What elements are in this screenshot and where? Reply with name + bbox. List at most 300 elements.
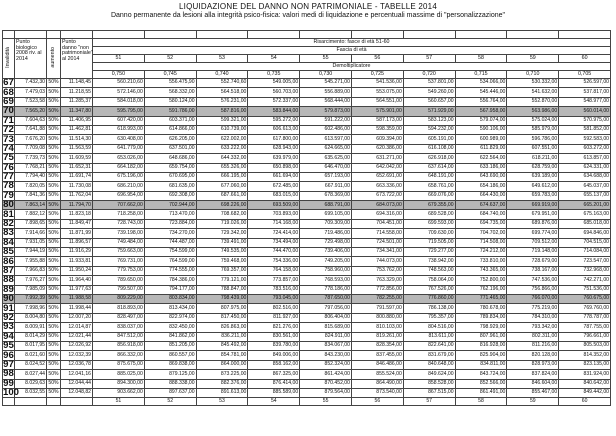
age-header-cell: 56: [351, 55, 403, 63]
invalidita-cell: 86: [3, 255, 14, 267]
value-cell: 599.321,00: [196, 116, 248, 125]
value-cell: 585.979,00: [507, 125, 559, 134]
value-cell: 861.424,00: [300, 370, 352, 379]
value-cell: 873.225,00: [196, 370, 248, 379]
value-cell: 600.989,00: [455, 135, 507, 144]
punto-danno-cell: 11.730,08: [61, 182, 93, 191]
value-cell: 628.759,00: [507, 163, 559, 172]
punto-danno-cell: 11.998,44: [61, 304, 93, 313]
aumento-cell: 50%: [47, 370, 61, 379]
punto-danno-cell: 12.048,82: [61, 388, 93, 397]
value-cell: 846.486,00: [351, 360, 403, 369]
value-cell: 675.163,00: [559, 210, 611, 219]
punto-biologico-cell: 7.976,27: [15, 276, 47, 285]
table-row: [3, 294, 611, 303]
value-cell: 856.918,00: [93, 341, 145, 350]
value-cell: 719.486,00: [300, 229, 352, 238]
punto-biologico-cell: 7.992,39: [15, 294, 47, 303]
footer-age-cell: 57: [403, 398, 455, 406]
punto-biologico-cell: 8.021,60: [15, 351, 47, 360]
value-cell: 798.929,00: [455, 323, 507, 332]
aumento-cell: 50%: [47, 266, 61, 275]
value-cell: 622.002,00: [196, 135, 248, 144]
aumento-cell: 50%: [47, 210, 61, 219]
invalidita-cell: 81: [3, 208, 14, 220]
value-cell: 714.558,00: [351, 229, 403, 238]
value-cell: 849.442,00: [559, 388, 611, 397]
invalidita-cell: 94: [3, 330, 14, 342]
footer-age-cell: 58: [455, 398, 507, 406]
value-cell: 814.352,00: [559, 351, 611, 360]
value-cell: 537.801,00: [403, 79, 455, 88]
value-cell: 854.781,00: [196, 351, 248, 360]
value-cell: 696.954,00: [93, 191, 145, 200]
value-cell: 655.326,00: [196, 163, 248, 172]
value-cell: 784.310,00: [507, 313, 559, 322]
value-cell: 661.694,00: [248, 172, 300, 181]
value-cell: 852.324,00: [300, 360, 352, 369]
demolt-row: [3, 71, 611, 79]
value-cell: 587.816,00: [196, 107, 248, 116]
value-cell: 669.919,00: [507, 201, 559, 210]
aumento-cell: 50%: [47, 341, 61, 350]
value-cell: 802.311,00: [507, 332, 559, 341]
value-cell: 703.893,00: [248, 210, 300, 219]
value-cell: 603.371,00: [144, 116, 196, 125]
value-cell: 798.439,00: [196, 294, 248, 303]
footer-blank-cell: [61, 398, 93, 406]
value-cell: 822.974,00: [144, 313, 196, 322]
value-cell: 759.468,00: [196, 257, 248, 266]
page-subtitle: Danno permanente da lesioni alla integrità psico-fisica: valori medi di liquidazione e percentuali massime di "personalizzazione": [110, 12, 506, 19]
invalidita-cell: 87: [3, 265, 14, 276]
footer-age-cell: 53: [196, 398, 248, 406]
value-cell: 852.566,00: [455, 379, 507, 388]
punto-biologico-cell: 7.882,12: [15, 210, 47, 219]
punto-biologico-cell: 7.898,65: [15, 219, 47, 228]
value-cell: 729.342,00: [196, 229, 248, 238]
punto-biologico-cell: 7.820,05: [15, 182, 47, 191]
value-cell: 824.911,00: [300, 332, 352, 341]
value-cell: 764.599,00: [144, 257, 196, 266]
value-cell: 729.498,00: [300, 238, 352, 247]
value-cell: 534.066,00: [455, 79, 507, 88]
demoltiplicatore-band: Demoltiplicatore: [93, 63, 611, 71]
age-header-cell: 60: [559, 55, 611, 63]
invalidita-cell: 90: [3, 293, 14, 305]
age-row: [3, 55, 611, 63]
value-cell: 659.783,00: [507, 191, 559, 200]
aumento-cell: 50%: [47, 172, 61, 181]
value-cell: 669.076,00: [403, 191, 455, 200]
age-header-cell: 51: [93, 55, 145, 63]
value-cell: 752.800,00: [455, 276, 507, 285]
invalidita-cell: 93: [3, 321, 14, 333]
value-cell: 838.037,00: [93, 323, 145, 332]
invalidita-cell: 95: [3, 340, 14, 352]
value-cell: 811.216,00: [507, 341, 559, 350]
value-cell: 598.359,00: [351, 125, 403, 134]
header-fascia-row: [3, 47, 611, 55]
punto-danno-cell: 11.977,63: [61, 285, 93, 294]
value-cell: 549.005,00: [248, 79, 300, 88]
value-cell: 836.211,00: [196, 332, 248, 341]
value-cell: 734.494,00: [248, 238, 300, 247]
demoltiplicatore-cell: 0,750: [93, 71, 145, 79]
value-cell: 689.528,00: [403, 210, 455, 219]
value-cell: 594.232,00: [403, 125, 455, 134]
value-cell: 861.491,00: [455, 388, 507, 397]
aumento-cell: 50%: [47, 332, 61, 341]
punto-biologico-cell: 8.014,29: [15, 332, 47, 341]
value-cell: 797.056,00: [300, 304, 352, 313]
header-risarcimento-row: [3, 39, 611, 47]
value-cell: 591.222,00: [300, 116, 352, 125]
aumento-cell: 50%: [47, 388, 61, 397]
value-cell: 815.689,00: [300, 323, 352, 332]
punto-danno-cell: 12.044,44: [61, 379, 93, 388]
value-cell: 778.787,00: [559, 313, 611, 322]
value-cell: 826.863,00: [196, 323, 248, 332]
footer-age-row: [3, 398, 611, 406]
value-cell: 724.414,00: [248, 229, 300, 238]
value-cell: 748.563,00: [403, 266, 455, 275]
value-cell: 699.105,00: [300, 210, 352, 219]
invalidita-cell: 100: [3, 387, 20, 399]
age-header-cell: 52: [144, 55, 196, 63]
value-cell: 702.944,00: [144, 201, 196, 210]
value-cell: 845.492,00: [196, 341, 248, 350]
punto-danno-cell: 11.950,24: [61, 266, 93, 275]
value-cell: 617.800,00: [248, 135, 300, 144]
value-cell: 897.637,00: [144, 388, 196, 397]
value-cell: 579.873,00: [300, 107, 352, 116]
punto-biologico-cell: 7.709,08: [15, 144, 47, 153]
value-cell: 774.555,00: [144, 266, 196, 275]
value-cell: 816.928,00: [455, 341, 507, 350]
value-cell: 813.611,00: [403, 332, 455, 341]
value-cell: 818.893,00: [93, 304, 145, 313]
value-cell: 780.678,00: [455, 304, 507, 313]
punto-biologico-cell: 7.914,66: [15, 229, 47, 238]
table-row: [3, 107, 611, 116]
table-row: [3, 163, 611, 172]
value-cell: 793.045,00: [248, 294, 300, 303]
value-cell: 802.516,00: [248, 304, 300, 313]
table-row: [3, 144, 611, 153]
invalidita-cell: 98: [3, 368, 14, 380]
age-header-cell: 53: [196, 55, 248, 63]
value-cell: 607.551,00: [507, 144, 559, 153]
invalidita-cell: 82: [3, 218, 14, 230]
aumento-cell: 50%: [47, 144, 61, 153]
value-cell: 754.599,00: [144, 248, 196, 257]
invalidita-header: Invalidità: [3, 39, 15, 79]
value-cell: 779.121,00: [196, 276, 248, 285]
value-cell: 718.258,00: [93, 210, 145, 219]
value-cell: 782.255,00: [351, 294, 403, 303]
value-cell: 751.536,00: [559, 285, 611, 294]
table-row: [3, 341, 611, 350]
punto-biologico-cell: 7.479,03: [15, 88, 47, 97]
value-cell: 820.128,00: [507, 351, 559, 360]
value-cell: 530.332,00: [507, 79, 559, 88]
value-cell: 581.852,00: [559, 125, 611, 134]
value-cell: 708.682,00: [196, 210, 248, 219]
value-cell: 855.467,00: [507, 388, 559, 397]
value-cell: 793.342,00: [507, 323, 559, 332]
value-cell: 683.015,00: [248, 191, 300, 200]
value-cell: 567.958,00: [455, 107, 507, 116]
value-cell: 771.465,00: [455, 294, 507, 303]
value-cell: 807.961,00: [455, 332, 507, 341]
aumento-cell: 50%: [47, 182, 61, 191]
value-cell: 613.857,00: [559, 154, 611, 163]
value-cell: 564.551,00: [351, 97, 403, 106]
value-cell: 552.870,00: [507, 97, 559, 106]
punto-danno-cell: 12.026,92: [61, 341, 93, 350]
table-row: [3, 135, 611, 144]
demoltiplicatore-band-row: [3, 63, 611, 71]
value-cell: 744.073,00: [351, 257, 403, 266]
value-cell: 541.632,00: [507, 88, 559, 97]
value-cell: 580.124,00: [144, 97, 196, 106]
value-cell: 766.070,00: [507, 294, 559, 303]
aumento-cell: 50%: [47, 257, 61, 266]
value-cell: 847.512,00: [93, 332, 145, 341]
value-cell: 739.198,00: [93, 229, 145, 238]
value-cell: 803.834,00: [144, 294, 196, 303]
value-cell: 830.561,00: [248, 332, 300, 341]
value-cell: 837.824,00: [507, 370, 559, 379]
value-cell: 894.300,00: [93, 379, 145, 388]
value-cell: 723.884,00: [144, 219, 196, 228]
aumento-header: aumento: [47, 39, 61, 79]
aumento-cell: 50%: [47, 154, 61, 163]
value-cell: 698.226,00: [196, 201, 248, 210]
value-cell: 763.329,00: [351, 276, 403, 285]
value-cell: 719.505,00: [403, 238, 455, 247]
value-cell: 639.189,00: [507, 172, 559, 181]
table-row: [3, 125, 611, 134]
value-cell: 611.829,00: [455, 144, 507, 153]
value-cell: 618.211,00: [507, 154, 559, 163]
value-cell: 672.485,00: [248, 182, 300, 191]
value-cell: 822.641,00: [403, 341, 455, 350]
value-cell: 648.686,00: [144, 154, 196, 163]
value-cell: 583.123,00: [403, 116, 455, 125]
footer-age-cell: 55: [300, 398, 352, 406]
footer-blank-cell: [3, 398, 15, 406]
value-cell: 739.491,00: [196, 238, 248, 247]
value-cell: 526.597,00: [559, 79, 611, 88]
value-cell: 666.195,00: [196, 172, 248, 181]
value-cell: 873.540,00: [351, 388, 403, 397]
punto-biologico-cell: 7.523,58: [15, 97, 47, 106]
value-cell: 749.535,00: [196, 248, 248, 257]
aumento-cell: 50%: [47, 79, 61, 88]
value-cell: 579.074,00: [455, 116, 507, 125]
value-cell: 590.106,00: [455, 125, 507, 134]
value-cell: 679.951,00: [507, 210, 559, 219]
footer-blank-cell: [47, 398, 61, 406]
punto-biologico-cell: 8.017,95: [15, 341, 47, 350]
value-cell: 654.186,00: [455, 182, 507, 191]
invalidita-cell: 72: [3, 124, 14, 136]
value-cell: 649.612,00: [507, 182, 559, 191]
table-row: [3, 266, 611, 275]
value-cell: 560.703,00: [248, 88, 300, 97]
table-row: [3, 360, 611, 369]
value-cell: 637.614,00: [403, 163, 455, 172]
value-cell: 603.272,00: [559, 144, 611, 153]
value-cell: 686.210,00: [93, 182, 145, 191]
value-cell: 655.137,00: [559, 191, 611, 200]
value-cell: 837.455,00: [351, 351, 403, 360]
footer-age-cell: 56: [351, 398, 403, 406]
value-cell: 628.943,00: [248, 144, 300, 153]
value-cell: 858.528,00: [403, 379, 455, 388]
invalidita-cell: 71: [3, 114, 14, 126]
value-cell: 571.929,00: [403, 107, 455, 116]
value-cell: 643.690,00: [455, 172, 507, 181]
punto-danno-cell: 11.218,55: [61, 88, 93, 97]
aumento-cell: 50%: [47, 238, 61, 247]
table-row: [3, 201, 611, 210]
value-cell: 823.135,00: [559, 360, 611, 369]
value-cell: 767.526,00: [403, 285, 455, 294]
value-cell: 795.357,00: [403, 313, 455, 322]
value-cell: 788.847,00: [196, 285, 248, 294]
value-cell: 903.662,00: [93, 388, 145, 397]
punto-danno-cell: 11.462,81: [61, 125, 93, 134]
value-cell: 633.222,00: [196, 144, 248, 153]
value-cell: 762.196,00: [455, 285, 507, 294]
value-cell: 596.786,00: [507, 135, 559, 144]
value-cell: 646.470,00: [300, 163, 352, 172]
value-cell: 642.042,00: [351, 163, 403, 172]
value-cell: 563.986,00: [507, 107, 559, 116]
value-cell: 556.889,00: [300, 88, 352, 97]
invalidita-cell: 89: [3, 283, 14, 295]
value-cell: 674.637,00: [455, 201, 507, 210]
punto-danno-cell: 11.652,31: [61, 163, 93, 172]
table-row: [3, 154, 611, 163]
value-cell: 783.516,00: [248, 285, 300, 294]
value-cell: 840.642,00: [559, 379, 611, 388]
value-cell: 610.739,00: [196, 125, 248, 134]
punto-biologico-cell: 7.565,20: [15, 107, 47, 116]
punto-danno-cell: 12.007,20: [61, 313, 93, 322]
value-cell: 537.817,00: [559, 88, 611, 97]
punto-danno-cell: 12.036,78: [61, 360, 93, 369]
demoltiplicatore-cell: 0,735: [248, 71, 300, 79]
table-row: [3, 370, 611, 379]
value-cell: 779.753,00: [93, 266, 145, 275]
table-row: [3, 229, 611, 238]
invalidita-cell: 78: [3, 180, 14, 192]
punto-biologico-cell: 8.009,91: [15, 323, 47, 332]
value-cell: 553.075,00: [351, 88, 403, 97]
punto-biologico-cell: 7.863,14: [15, 201, 47, 210]
value-cell: 769.357,00: [196, 266, 248, 275]
value-cell: 675.196,00: [93, 172, 145, 181]
punto-biologico-cell: 8.004,80: [15, 313, 47, 322]
invalidita-cell: 67: [3, 77, 14, 89]
value-cell: 605.191,00: [403, 135, 455, 144]
punto-danno-cell: 11.609,59: [61, 154, 93, 163]
value-cell: 738.942,00: [403, 257, 455, 266]
table-row: [3, 182, 611, 191]
invalidita-cell: 73: [3, 133, 14, 145]
punto-biologico-cell: 7.955,88: [15, 257, 47, 266]
punto-danno-cell: 12.021,44: [61, 332, 93, 341]
invalidita-cell: 84: [3, 236, 14, 248]
value-cell: 834.067,00: [300, 341, 352, 350]
value-cell: 688.791,00: [300, 201, 352, 210]
value-cell: 678.369,00: [300, 191, 352, 200]
punto-biologico-cell: 7.966,83: [15, 266, 47, 275]
value-cell: 724.501,00: [351, 238, 403, 247]
aumento-cell: 50%: [47, 276, 61, 285]
value-cell: 650.898,00: [248, 163, 300, 172]
value-cell: 583.844,00: [248, 107, 300, 116]
punto-danno-cell: 11.285,37: [61, 97, 93, 106]
aumento-cell: 50%: [47, 201, 61, 210]
invalidita-cell: 96: [3, 349, 14, 361]
fascia-band: Fascia di età: [93, 47, 611, 55]
value-cell: 618.993,00: [93, 125, 145, 134]
table-row: [3, 323, 611, 332]
footer-age-cell: 59: [507, 398, 559, 406]
punto-danno-cell: 11.514,30: [61, 135, 93, 144]
table-row: [3, 276, 611, 285]
demoltiplicatore-cell: 0,725: [351, 71, 403, 79]
value-cell: 707.662,00: [93, 201, 145, 210]
value-cell: 545.271,00: [300, 79, 352, 88]
value-cell: 575.901,00: [351, 107, 403, 116]
value-cell: 595.795,00: [93, 107, 145, 116]
value-cell: 657.193,00: [300, 172, 352, 181]
punto-danno-cell: 11.691,74: [61, 172, 93, 181]
value-cell: 831.679,00: [403, 351, 455, 360]
value-cell: 756.866,00: [507, 285, 559, 294]
punto-danno-cell: 11.794,70: [61, 201, 93, 210]
invalidita-cell: 77: [3, 171, 14, 183]
value-cell: 659.754,00: [144, 163, 196, 172]
aumento-cell: 50%: [47, 97, 61, 106]
aumento-cell: 50%: [47, 163, 61, 172]
value-cell: 789.650,00: [93, 276, 145, 285]
punto-danno-cell: 12.014,87: [61, 323, 93, 332]
value-cell: 839.780,00: [248, 341, 300, 350]
value-cell: 849.624,00: [403, 370, 455, 379]
value-cell: 828.497,00: [93, 313, 145, 322]
value-cell: 888.338,00: [144, 379, 196, 388]
value-cell: 677.060,00: [196, 182, 248, 191]
value-cell: 634.688,00: [559, 172, 611, 181]
invalidita-cell: 69: [3, 95, 14, 107]
aumento-cell: 50%: [47, 323, 61, 332]
value-cell: 813.434,00: [144, 304, 196, 313]
value-cell: 753.762,00: [351, 266, 403, 275]
demoltiplicatore-cell: 0,715: [455, 71, 507, 79]
value-cell: 724.212,00: [455, 248, 507, 257]
value-cell: 791.597,00: [351, 304, 403, 313]
punto-danno-cell: 11.933,81: [61, 257, 93, 266]
punto-danno-cell: 12.041,16: [61, 370, 93, 379]
value-cell: 832.450,00: [144, 323, 196, 332]
